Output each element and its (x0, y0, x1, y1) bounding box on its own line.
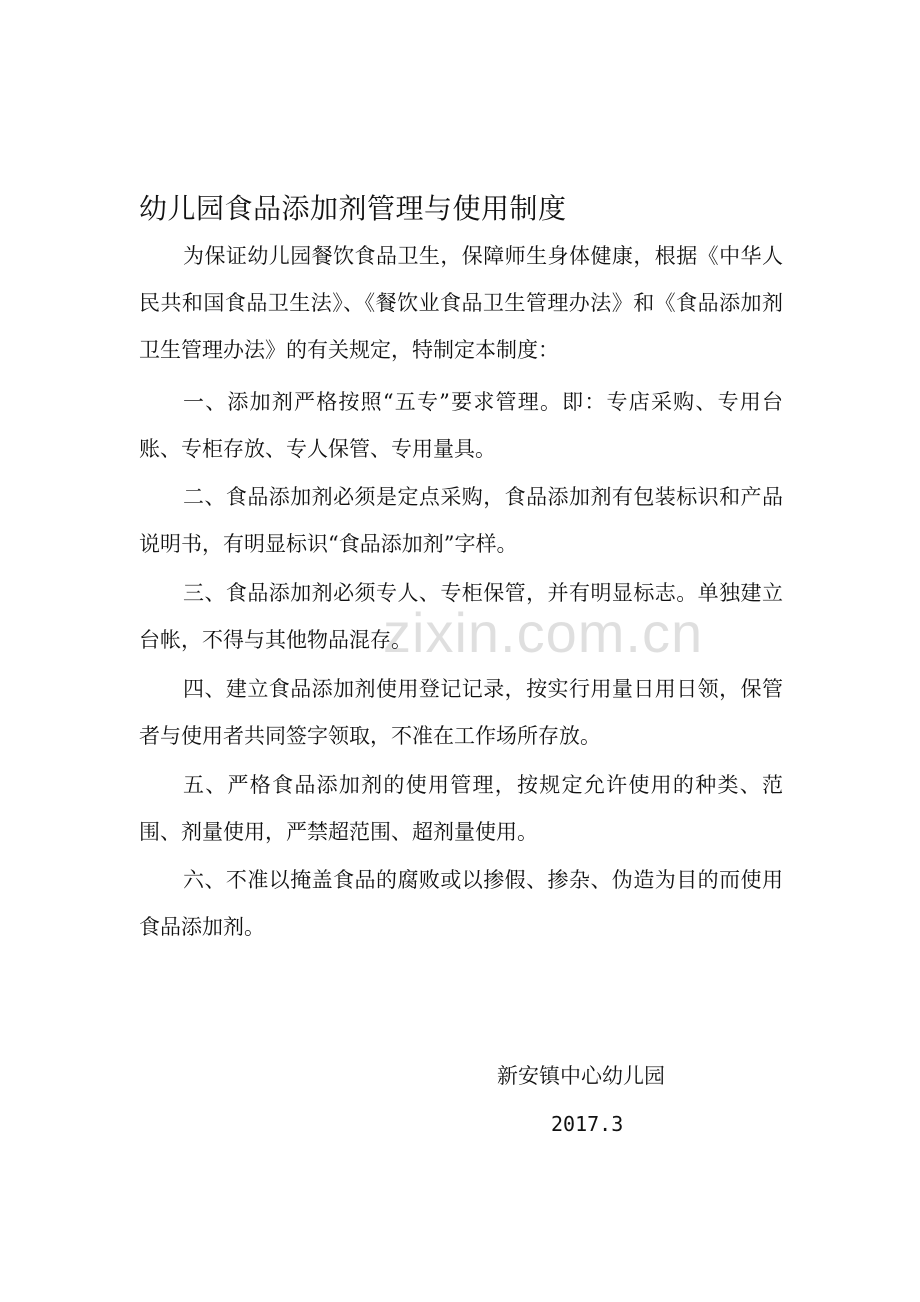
rule-paragraph-5: 五、严格食品添加剂的使用管理，按规定允许使用的种类、范围、剂量使用，严禁超范围、超剂量使用。 (139, 773, 783, 844)
watermark: zixin.com.cn (383, 601, 704, 664)
rule-paragraph-1: 一、添加剂严格按照“五专”要求管理。即：专店采购、专用台账、专柜存放、专人保管、专用量具。 (139, 390, 783, 461)
document-title: 幼儿园食品添加剂管理与使用制度 (139, 192, 567, 225)
rule-paragraph-2: 二、食品添加剂必须是定点采购，食品添加剂有包装标识和产品说明书，有明显标识“食品添加剂”字样。 (139, 485, 783, 556)
signature-organization: 新安镇中心幼儿园 (497, 1064, 665, 1088)
rule-paragraph-6: 六、不准以掩盖食品的腐败或以掺假、掺杂、伪造为目的而使用食品添加剂。 (139, 868, 783, 939)
signature-date: 2017.3 (551, 1112, 624, 1136)
intro-paragraph: 为保证幼儿园餐饮食品卫生，保障师生身体健康，根据《中华人民共和国食品卫生法》、《餐饮业食品卫生管理办法》和《食品添加剂卫生管理办法》的有关规定，特制定本制度： (139, 244, 783, 362)
rule-paragraph-3: 三、食品添加剂必须专人、专柜保管，并有明显标志。单独建立台帐，不得与其他物品混存。 (139, 581, 783, 652)
rule-paragraph-4: 四、建立食品添加剂使用登记记录，按实行用量日用日领，保管者与使用者共同签字领取，不准在工作场所存放。 (139, 677, 783, 748)
